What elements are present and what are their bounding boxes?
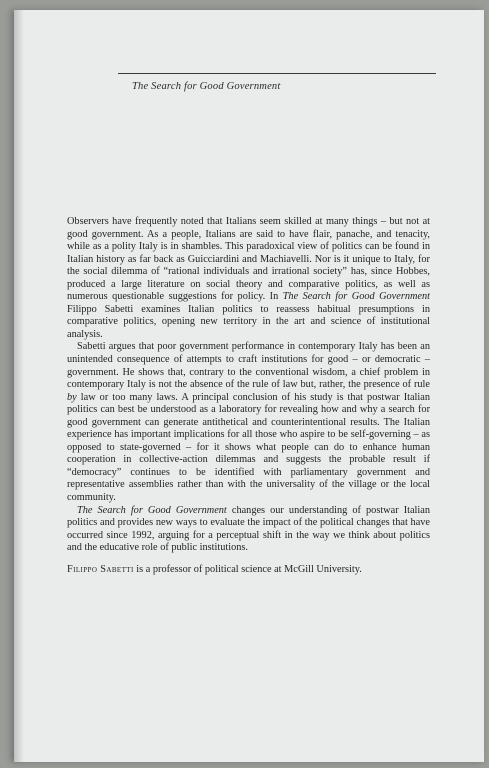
author-bio: Filippo Sabetti is a professor of political science at McGill University. [67, 563, 362, 575]
header-rule [118, 73, 436, 74]
blurb-text [67, 216, 430, 576]
paragraph-3: The Search for Good Government changes our understanding of postwar Italian politics and provides new ways to evaluate the impact of the political changes that have occurred since 1992, arguing for a perceptual shift in the way we think about politics and the educative role of public institutions. [67, 504, 431, 554]
author-name: Filippo Sabetti [67, 563, 134, 575]
book-title-italic: The Search for Good Government [77, 504, 227, 516]
paragraph-1: Observers have frequently noted that Italians seem skilled at many things – but not at good government. As a people, Italians are said to have flair, panache, and tenacity, while as a polity Italy is in shambles. This paradoxical view of politics can be found in Italian history as far back as Guicciardini and Machiavelli. Nor is it unique to Italy, for the social dilemma of “rational individuals and irrational society” has, since Hobbes, produced a large literature on social theory and comparative politics, as well as numerous questionable suggestions for policy. In The Search for Good Government Filippo Sabetti examines Italian politics to reassess habitual presumptions in comparative politics, opening new territory in the art and science of institutional analysis. [67, 216, 430, 340]
paragraph-2: Sabetti argues that poor government performance in contemporary Italy has been an unintended consequence of attempts to craft institutions for good – or democratic – government. He shows that, contrary to the conventional wisdom, a chief problem in contemporary Italy is not the absence of the rule of law but, rather, the presence of rule by law or too many laws. A principal conclusion of his study is that postwar Italian politics can best be understood as a laboratory for revealing how and why a search for good government can generate antithetical and counterintentional results. The Italian experience has important implications for all those who aspire to be self-governing – as opposed to state-governed – for it shows what people can do to enhance human cooperation in collective-action dilemmas and suggests the probable result if “democracy” continues to be identified with parliamentary government and representative assemblies rather than with the universality of the village or the local community. [67, 341, 430, 504]
running-title: The Search for Good Government [132, 81, 281, 92]
book-page [14, 10, 484, 762]
spine-shadow [14, 10, 24, 762]
book-title-italic: The Search for Good Government [282, 291, 430, 303]
emphasis-by: by [67, 391, 77, 403]
